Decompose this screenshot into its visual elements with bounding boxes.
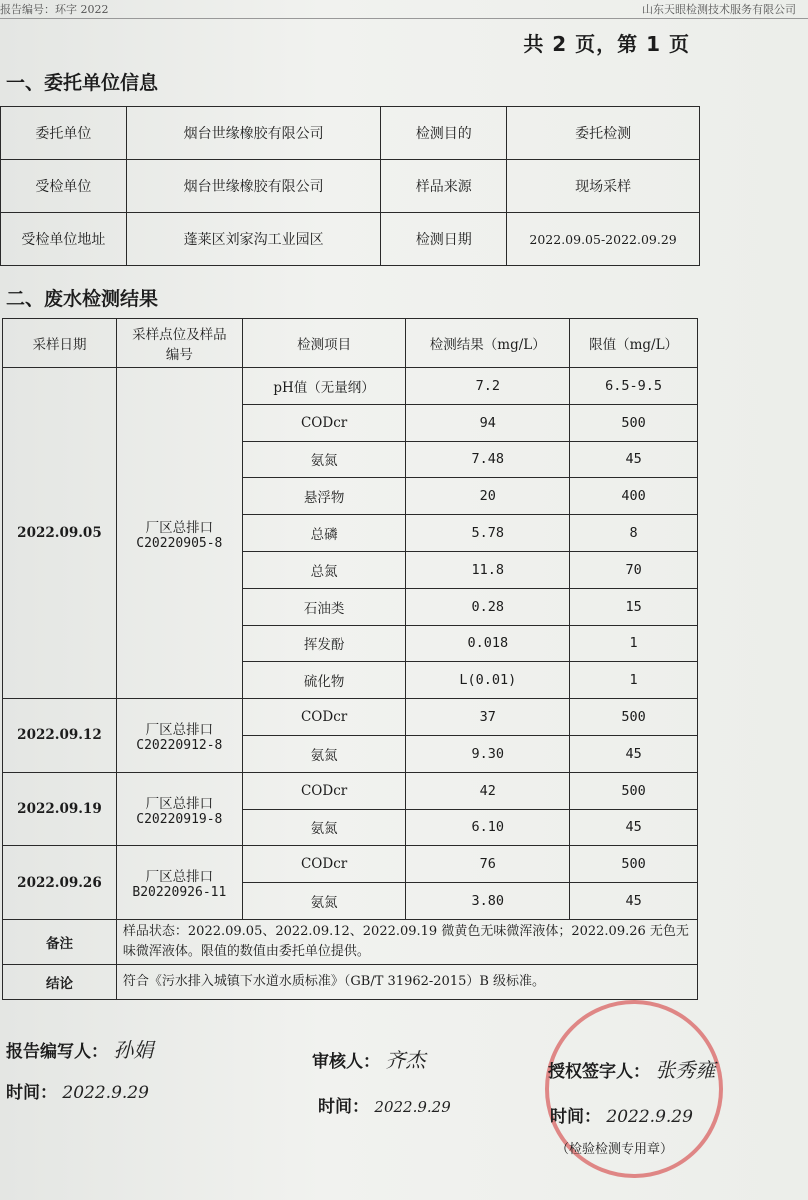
writer-signature [6,1034,153,1063]
page-count: 共 2 页，第 1 页 [523,32,690,56]
limit-value-cell: 6.5-9.5 [570,368,698,405]
section-title-wastewater-results: 二、废水检测结果 [6,288,159,310]
limit-value-cell: 400 [570,478,698,515]
wastewater-results-table [2,318,698,1000]
info-value-cell: 烟台世缘橡胶有限公司 [126,107,381,160]
results-header-cell: 检测结果（mg/L） [406,319,570,368]
info-value-cell: 烟台世缘橡胶有限公司 [126,160,381,213]
info-label-cell: 委托单位 [1,107,127,160]
approver-time-value: 2022.9.29 [606,1107,693,1127]
reviewer-time-value: 2022.9.29 [374,1098,451,1116]
test-item-cell: CODcr [242,404,406,441]
limit-value-cell: 500 [570,699,698,736]
sampling-point-name: 厂区总排口 [145,869,214,886]
seal-caption: （检验检测专用章） [556,1142,674,1157]
sampling-point-name: 厂区总排口 [145,721,214,738]
info-label-cell: 检测日期 [381,213,507,266]
remark-text: 样品状态：2022.09.05、2022.09.12、2022.09.19 微黄色无味微浑液体；2022.09.26 无色无味微浑液体。限值的数值由委托单位提供。 [116,919,697,964]
sampling-point-cell [116,772,242,846]
sampling-point-cell [116,846,242,920]
approver-label: 授权签字人： [548,1062,650,1082]
test-item-cell: 氨氮 [242,441,406,478]
results-header-cell: 采样日期 [3,319,117,368]
sampling-date-cell: 2022.09.05 [3,368,117,699]
limit-value-cell: 1 [570,625,698,662]
sample-id: C20220919-8 [136,811,223,827]
conclusion-row [3,964,698,999]
reviewer-time [318,1092,451,1117]
sampling-date-cell: 2022.09.12 [3,699,117,773]
test-item-cell: 氨氮 [242,883,406,920]
writer-label: 报告编写人： [6,1042,108,1062]
limit-value-cell: 70 [570,551,698,588]
sample-id: B20220926-11 [132,885,227,901]
writer-time-value: 2022.9.29 [62,1083,149,1103]
test-item-cell: 氨氮 [242,809,406,846]
info-row [1,213,700,266]
test-result-cell: 11.8 [406,551,570,588]
info-value-cell: 2022.09.05-2022.09.29 [507,213,700,266]
limit-value-cell: 8 [570,515,698,552]
test-item-cell: pH值（无量纲） [242,368,406,405]
sample-id: C20220905-8 [136,535,223,551]
remark-label: 备注 [3,919,117,964]
remark-row [3,919,698,964]
limit-value-cell: 500 [570,404,698,441]
info-label-cell: 受检单位 [1,160,127,213]
writer-time-label: 时间： [6,1083,57,1103]
test-item-cell: 总氮 [242,551,406,588]
test-result-cell: 94 [406,404,570,441]
info-label-cell: 检测目的 [381,107,507,160]
test-result-cell: 7.2 [406,368,570,405]
results-row [3,368,698,405]
test-result-cell: 37 [406,699,570,736]
section-title-client-info: 一、委托单位信息 [6,72,159,94]
info-label-cell: 受检单位地址 [1,213,127,266]
test-item-cell: CODcr [242,699,406,736]
approver-time [550,1102,693,1127]
reviewer-sign: 齐杰 [385,1048,426,1072]
limit-value-cell: 500 [570,846,698,883]
reviewer-signature [312,1044,425,1073]
limit-value-cell: 45 [570,883,698,920]
report-number: 报告编号：环字 2022 [0,3,109,16]
limit-value-cell: 45 [570,441,698,478]
results-header-cell: 采样点位及样品编号 [116,319,242,368]
info-value-cell: 委托检测 [507,107,700,160]
test-item-cell: 总磷 [242,515,406,552]
limit-value-cell: 1 [570,662,698,699]
limit-value-cell: 45 [570,735,698,772]
reviewer-label: 审核人： [312,1052,380,1072]
conclusion-label: 结论 [3,964,117,999]
sampling-point-name: 厂区总排口 [145,519,214,536]
test-item-cell: 硫化物 [242,662,406,699]
client-info-table [0,106,700,266]
test-item-cell: 石油类 [242,588,406,625]
test-item-cell: CODcr [242,846,406,883]
test-result-cell: 3.80 [406,883,570,920]
test-result-cell: 0.018 [406,625,570,662]
writer-sign: 孙娟 [113,1038,154,1062]
test-result-cell: 9.30 [406,735,570,772]
results-header-row [3,319,698,368]
test-result-cell: 5.78 [406,515,570,552]
info-row [1,160,700,213]
test-result-cell: 76 [406,846,570,883]
approver-signature [548,1054,715,1083]
info-label-cell: 样品来源 [381,160,507,213]
limit-value-cell: 45 [570,809,698,846]
reviewer-time-label: 时间： [318,1097,369,1117]
test-item-cell: 氨氮 [242,735,406,772]
info-value-cell: 蓬莱区刘家沟工业园区 [126,213,381,266]
limit-value-cell: 500 [570,772,698,809]
header-strip [0,0,808,19]
company-name: 山东天眼检测技术服务有限公司 [642,3,796,16]
writer-time [6,1078,149,1103]
test-result-cell: 7.48 [406,441,570,478]
results-header-cell: 检测项目 [242,319,406,368]
test-item-cell: 挥发酚 [242,625,406,662]
sample-id: C20220912-8 [136,737,223,753]
results-row [3,699,698,736]
approver-time-label: 时间： [550,1107,601,1127]
limit-value-cell: 15 [570,588,698,625]
info-value-cell: 现场采样 [507,160,700,213]
results-row [3,846,698,883]
info-row [1,107,700,160]
test-result-cell: L(0.01) [406,662,570,699]
sampling-point-cell [116,699,242,773]
results-row [3,772,698,809]
approver-sign: 张秀雍 [655,1058,716,1082]
results-header-cell: 限值（mg/L） [570,319,698,368]
conclusion-text: 符合《污水排入城镇下水道水质标准》（GB/T 31962-2015）B 级标准。 [116,964,697,999]
test-item-cell: CODcr [242,772,406,809]
test-result-cell: 6.10 [406,809,570,846]
sampling-date-cell: 2022.09.26 [3,846,117,920]
sampling-date-cell: 2022.09.19 [3,772,117,846]
test-result-cell: 0.28 [406,588,570,625]
sampling-point-cell [116,368,242,699]
test-result-cell: 42 [406,772,570,809]
test-result-cell: 20 [406,478,570,515]
sampling-point-name: 厂区总排口 [145,795,214,812]
test-item-cell: 悬浮物 [242,478,406,515]
